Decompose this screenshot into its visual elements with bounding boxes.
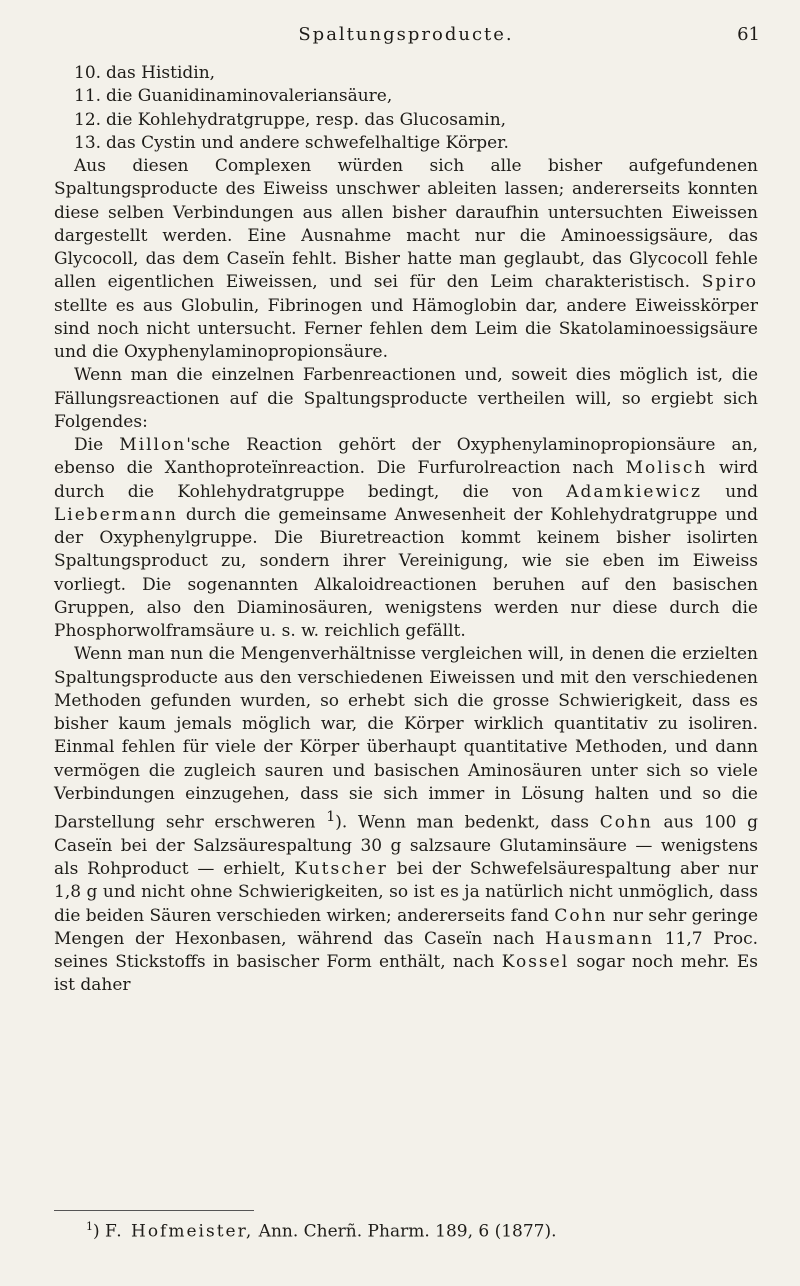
running-title: Spaltungsproducte. bbox=[298, 24, 514, 45]
paragraph-quantities: Wenn man nun die Mengenverhältnisse vergleichen will, in denen die erzielten Spaltungsproducte aus den verschiedenen Eiweissen und mit den verschiedenen Methoden gefunden wurden, so erhebt sich die grosse Schwierigkeit, dass es bisher kaum jemals möglich war, die Körper wirklich quantitativ zu isoliren. Einmal fehlen für viele der Körper überhaupt quantitative Methoden, und dann vermögen die zugleich sauren und basischen Aminosäuren unter sich so viele Verbindungen einzugehen, dass sie sich immer in Lösung halten und so die Darstellung sehr erschweren $^1$). Wenn man bedenkt, dass Cohn aus 100 g Caseïn bei der Salzsäurespaltung 30 g salzsaure Glutaminsäure — wenigstens als Rohproduct — erhielt, Kutscher bei der Schwefelsäurespaltung aber nur 1,8 g und nicht ohne Schwierigkeiten, so ist es ja natürlich nicht unmöglich, dass die beiden Säuren verschieden wirken; andererseits fand Cohn nur sehr geringe Mengen der Hexonbasen, während das Caseïn nach Hausmann 11,7 Proc. seines Stickstoffs in basischer Form enthält, nach Kossel sogar noch mehr. Es ist daher bbox=[54, 644, 759, 996]
page-number: 61 bbox=[737, 24, 760, 45]
text-run: wird durch die Kohlehydratgruppe bedingt, die von bbox=[54, 458, 758, 502]
text-run: sogar noch mehr. Es ist daher bbox=[54, 952, 759, 996]
list-number: 10. bbox=[74, 63, 102, 83]
list-text: die Guanidinaminovaleriansäure, bbox=[106, 86, 393, 107]
footnote-author: F. Hofmeister, bbox=[105, 1221, 254, 1242]
list-text: das Histidin, bbox=[106, 63, 216, 83]
author-name: Adamkiewicz bbox=[566, 481, 702, 502]
paragraph-complexes bbox=[54, 155, 758, 364]
footnote-text: Ann. Cherñ. Pharm. 189, 6 (1877). bbox=[258, 1221, 557, 1242]
list-number: 11. bbox=[74, 86, 102, 107]
text-run: durch die gemeinsame Anwesenheit der Kohlehydratgruppe und der Oxyphenylgruppe. Die Biuretreaction kommt keinem bisher isolirten Spaltungsproduct zu, sondern ihrer Vereinigung, wie sie eben im Eiweiss vorliegt. Die sogenannten Alkaloidreactionen beruhen auf den basischen Gruppen, also den Diaminosäuren, wenigstens werden nur diese durch die Phosphorwolframsäure u. s. w. reichlich gefällt. bbox=[54, 504, 758, 641]
text-run: bei der Schwefelsäurespaltung aber nur 1,8 g und nicht ohne Schwierigkeiten, so ist es ja natürlich nicht unmöglich, dass die beiden Säuren verschieden wirken; andererseits fand bbox=[54, 859, 759, 926]
author-name: Liebermann bbox=[54, 504, 179, 525]
text-run: 'sche Reaction gehört der Oxyphenylaminopropionsäure an, ebenso die Xanthoproteïnreaction. Die Furfurolreaction nach bbox=[54, 435, 759, 479]
list-number: 12. bbox=[74, 109, 102, 130]
text-run: . Wenn man bedenkt, dass bbox=[341, 812, 590, 833]
text-run: und bbox=[725, 481, 759, 502]
numbered-list bbox=[54, 62, 758, 155]
footnote-mark: 1 bbox=[86, 1220, 93, 1233]
text-run: stellte es aus Globulin, Fibrinogen und Hämoglobin dar, andere Eiweisskörper sind noch nicht untersucht. Ferner fehlen dem Leim die Skatolaminoessigsäure und die Oxyphenylaminopropionsäure. bbox=[54, 295, 758, 362]
page-body bbox=[54, 62, 758, 998]
author-name: Spiro bbox=[701, 272, 759, 293]
text-run: Aus diesen Complexen würden sich alle bisher aufgefundenen Spaltungsproducte des Eiweiss unschwer ableiten lassen; andererseits konnten diese selben Verbindungen aus allen bisher daraufhin untersuchten Eiweissen dargestellt werden. Eine Ausnahme macht nur die Aminoessigsäure, das Glycocoll, das dem Caseïn fehlt. Bisher hatte man geglaubt, das Glycocoll fehle allen eigentlichen Eiweissen, und sei für den Leim charakteristisch. bbox=[54, 156, 758, 293]
author-name: Hausmann bbox=[545, 928, 655, 949]
author-name: Molisch bbox=[625, 458, 708, 479]
footnote-divider bbox=[54, 1210, 254, 1211]
text-run: aus 100 g Caseïn bei der Salzsäurespaltung 30 g salzsaure Glutaminsäure — wenigstens als Rohproduct — erhielt, bbox=[54, 812, 759, 880]
author-name: Millon bbox=[119, 435, 187, 455]
list-item bbox=[54, 132, 758, 155]
footnote-reference: 1 bbox=[326, 809, 336, 825]
page-header bbox=[52, 24, 760, 54]
footnote: $^1$) F. Hofmeister, Ann. Cherñ. Pharm. 189, 6 (1877). bbox=[86, 1220, 557, 1242]
list-text: das Cystin und andere schwefelhaltige Körper. bbox=[106, 132, 509, 153]
list-number: 13. bbox=[74, 132, 102, 153]
text-run: Wenn man nun die Mengenverhältnisse vergleichen will, in denen die erzielten Spaltungsproducte aus den verschiedenen Eiweissen und mit den verschiedenen Methoden gefunden wurden, so erhebt sich die grosse Schwierigkeit, dass es bisher kaum jemals möglich war, die Körper wirklich quantitativ zu isoliren. Einmal fehlen für viele der Körper überhaupt quantitative Methoden, und dann vermögen die zugleich sauren und basischen Aminosäuren unter sich so viele Verbindungen einzugehen, dass sie sich immer in Lösung halten und so die Darstellung sehr erschweren bbox=[54, 644, 758, 833]
author-name: Kossel bbox=[501, 952, 570, 973]
text-run: Wenn man die einzelnen Farbenreactionen und, soweit dies möglich ist, die Fällungsreactionen auf die Spaltungsproducte vertheilen will, so ergiebt sich Folgendes: bbox=[54, 365, 758, 432]
list-text: die Kohlehydratgruppe, resp. das Glucosamin, bbox=[106, 109, 507, 130]
list-item bbox=[54, 109, 758, 132]
text-run: Die bbox=[74, 435, 104, 455]
list-item bbox=[54, 62, 758, 85]
paragraph-millon bbox=[54, 434, 758, 643]
author-name: Kutscher bbox=[294, 859, 388, 880]
paragraph-colour-reactions bbox=[54, 364, 758, 434]
text-run: nur sehr geringe Mengen der Hexonbasen, während das Caseïn nach bbox=[54, 905, 759, 949]
text-run: 11,7 Proc. seines Stickstoffs in basischer Form enthält, nach bbox=[54, 928, 758, 973]
author-name: Cohn bbox=[554, 905, 608, 926]
author-name: Cohn bbox=[599, 812, 653, 833]
list-item bbox=[54, 85, 758, 108]
